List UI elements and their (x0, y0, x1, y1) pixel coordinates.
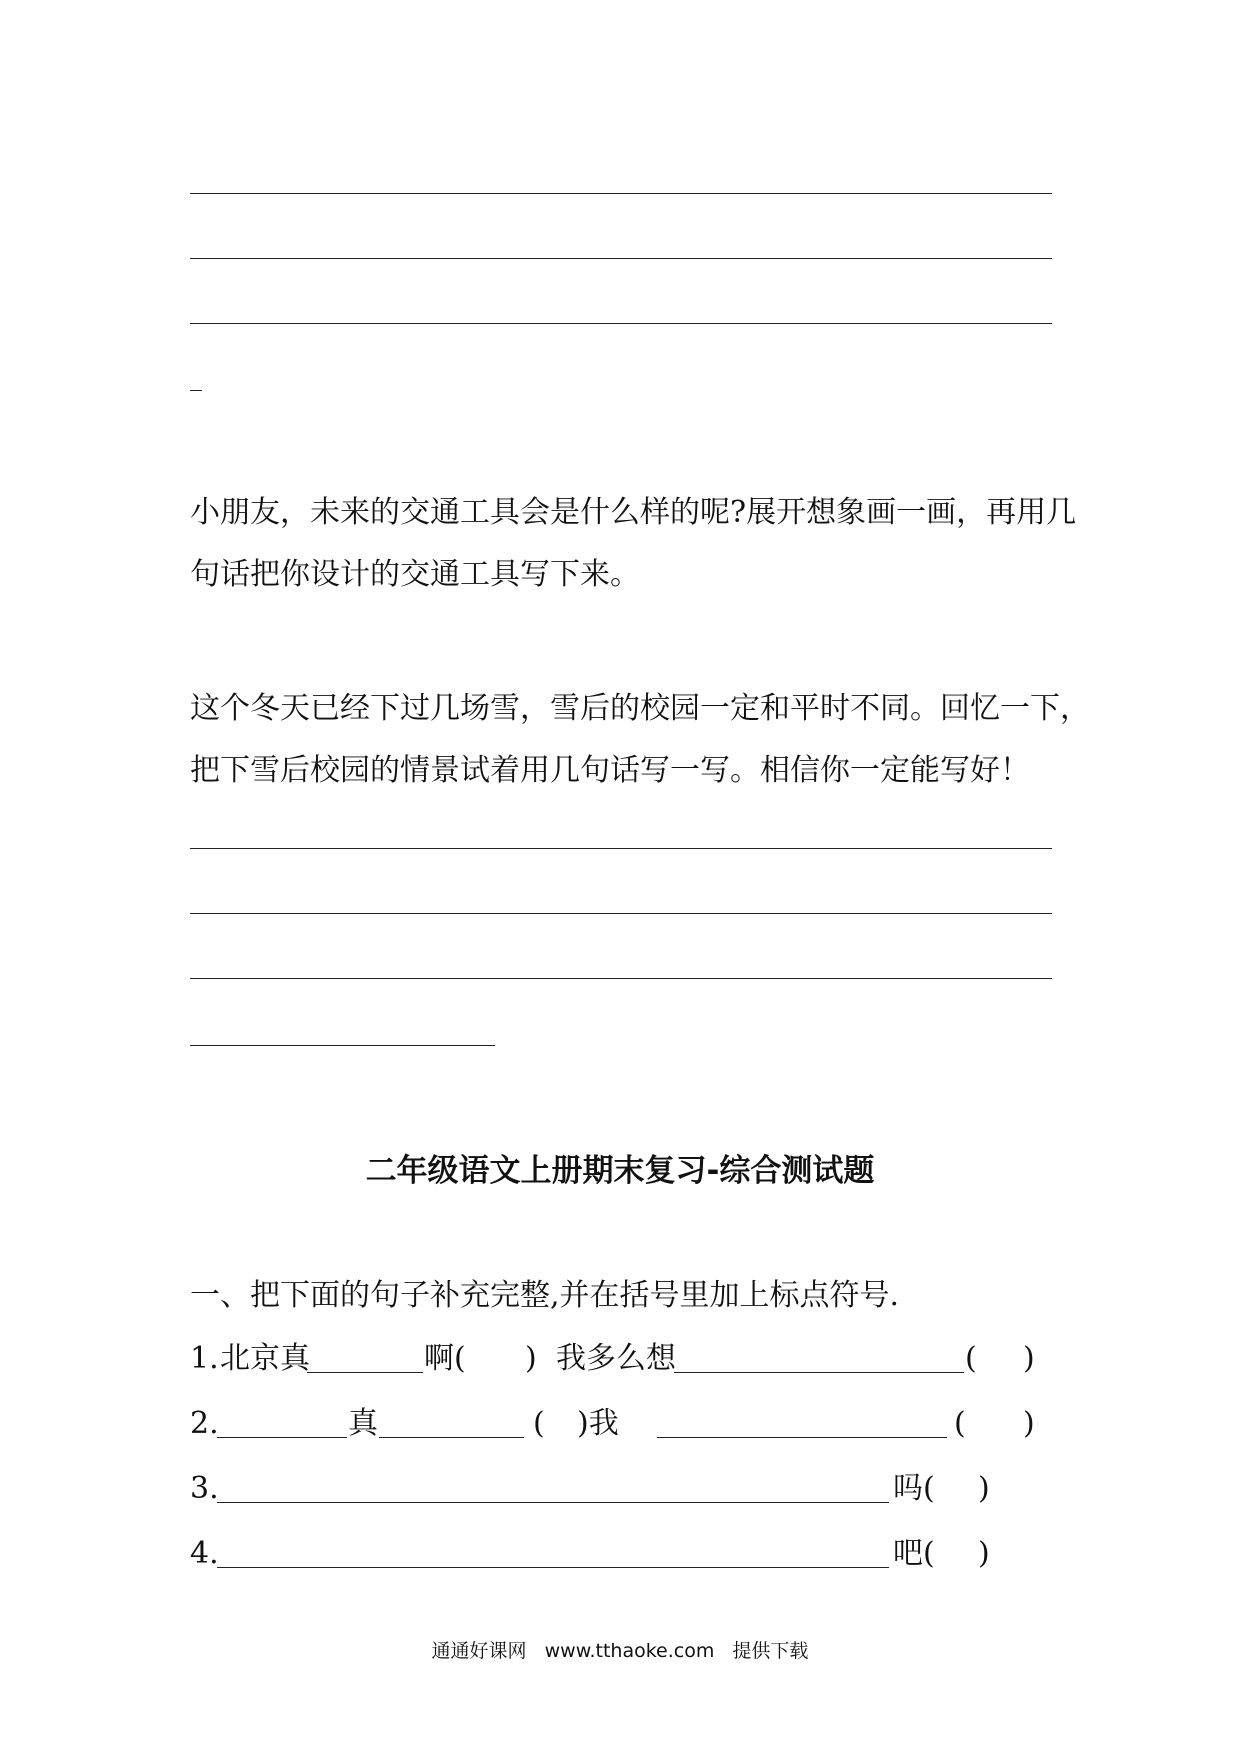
question-number: 1. (190, 1341, 219, 1376)
answer-line[interactable] (190, 848, 1052, 849)
prompt-line: 小朋友，未来的交通工具会是什么样的呢?展开想象画一画，再用几 (190, 495, 1077, 530)
answer-line-end[interactable] (190, 1045, 495, 1046)
footer-note: 提供下载 (732, 1640, 809, 1662)
page-footer (0, 1636, 1240, 1663)
fill-blank[interactable] (217, 1502, 889, 1503)
fill-blank[interactable] (217, 1567, 889, 1568)
prompt-snow-campus (190, 678, 1090, 802)
prompt-future-transport (190, 482, 1076, 606)
paren-close: ) (978, 1471, 990, 1506)
prompt-line: 把下雪后校园的情景试着用几句话写一写。相信你一定能写好！ (190, 753, 1030, 788)
answer-line[interactable] (190, 978, 1052, 979)
paren-close: ) (525, 1341, 537, 1376)
paren-open: ( (965, 1341, 977, 1376)
fill-blank[interactable] (307, 1372, 423, 1373)
section-heading: 一、把下面的句子补充完整,并在括号里加上标点符号. (190, 1278, 900, 1313)
question-text: 北京真 (220, 1341, 310, 1376)
answer-line[interactable] (190, 323, 1052, 324)
answer-line[interactable] (190, 193, 1052, 194)
answer-line[interactable] (190, 913, 1052, 914)
paren-close: ) (978, 1536, 990, 1571)
question-number: 4. (190, 1536, 219, 1571)
question-text: )我 (577, 1406, 619, 1441)
question-text: 啊( (424, 1341, 466, 1376)
question-number: 2. (190, 1406, 219, 1441)
paren-close: ) (1023, 1341, 1035, 1376)
paren-open: ( (954, 1406, 966, 1441)
paren-close: ) (1023, 1406, 1035, 1441)
prompt-line: 这个冬天已经下过几场雪，雪后的校园一定和平时不同。回忆一下， (190, 691, 1090, 726)
answer-line[interactable] (190, 258, 1052, 259)
fill-blank[interactable] (674, 1372, 964, 1373)
question-number: 3. (190, 1471, 219, 1506)
fill-blank[interactable] (379, 1437, 524, 1438)
footer-url[interactable]: www.tthaoke.com (544, 1640, 715, 1662)
fill-blank[interactable] (657, 1437, 947, 1438)
footer-site: 通通好课网 (431, 1640, 527, 1662)
answer-line-end[interactable] (190, 390, 202, 391)
question-text: 我多么想 (556, 1341, 676, 1376)
page-title: 二年级语文上册期末复习-综合测试题 (365, 1153, 875, 1189)
question-text: 真 (348, 1406, 378, 1441)
fill-blank[interactable] (217, 1437, 347, 1438)
question-text: 吗( (893, 1471, 935, 1506)
question-text: 吧( (893, 1536, 935, 1571)
paren-open: ( (533, 1406, 545, 1441)
prompt-line: 句话把你设计的交通工具写下来。 (190, 557, 640, 592)
